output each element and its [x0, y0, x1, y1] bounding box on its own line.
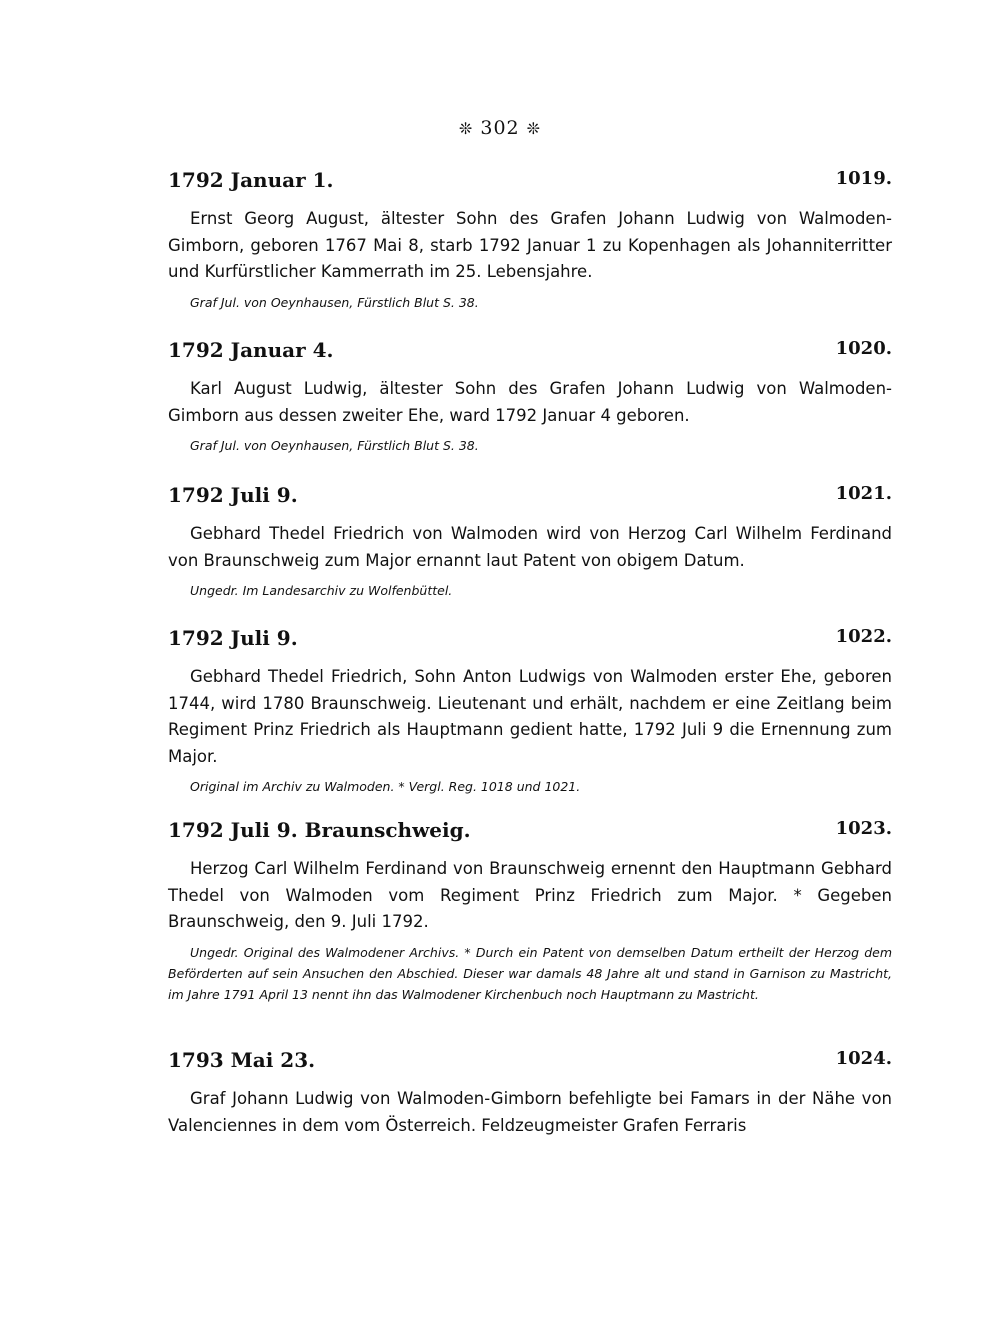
page-header — [0, 117, 1000, 139]
entry-heading — [168, 818, 892, 848]
page-number: 302 — [480, 117, 520, 139]
ornament-right-icon: ❊ — [526, 119, 542, 138]
entry-heading — [168, 338, 892, 368]
entry-number: 1023. — [835, 818, 892, 839]
regest-entry-1023 — [168, 818, 892, 1005]
entry-heading — [168, 1048, 892, 1078]
entry-number: 1022. — [835, 626, 892, 647]
entry-heading — [168, 168, 892, 198]
ornament-left-icon: ❊ — [458, 119, 474, 138]
entry-number: 1024. — [835, 1048, 892, 1069]
entry-heading — [168, 483, 892, 513]
entry-date: 1793 Mai 23. — [168, 1048, 316, 1072]
entry-date: 1792 Juli 9. — [168, 483, 298, 507]
regest-entry-1019 — [168, 168, 892, 313]
entry-date: 1792 Juli 9. — [168, 626, 298, 650]
entry-source: Ungedr. Im Landesarchiv zu Wolfenbüttel. — [190, 583, 453, 598]
entry-source: Original im Archiv zu Walmoden. * Vergl. Reg. 1018 und 1021. — [190, 779, 581, 794]
entry-heading — [168, 626, 892, 656]
entry-number: 1020. — [835, 338, 892, 359]
entry-number: 1021. — [835, 483, 892, 504]
entry-text: Gebhard Thedel Friedrich, Sohn Anton Ludwigs von Walmoden erster Ehe, geboren 1744, wird 1780 Braunschweig. Lieutenant und erhält, nachdem er eine Zeitlang beim Regiment Prinz Friedrich als Hauptmann gedient hatte, 1792 Juli 9 die Ernennung zum Major. — [168, 667, 892, 766]
entry-text: Gebhard Thedel Friedrich von Walmoden wird von Herzog Carl Wilhelm Ferdinand von Braunschweig zum Major ernannt laut Patent von obigem Datum. — [168, 524, 892, 570]
regest-entry-1021 — [168, 483, 892, 601]
entry-text: Herzog Carl Wilhelm Ferdinand von Braunschweig ernennt den Hauptmann Gebhard Thedel von Walmoden vom Regiment Prinz Friedrich zum Major. * Gegeben Braunschweig, den 9. Juli 1792. — [168, 859, 892, 931]
entry-date: 1792 Juli 9. Braunschweig. — [168, 818, 471, 842]
entry-source: Ungedr. Original des Walmodener Archivs. * Durch ein Patent von demselben Datum ertheilt der Herzog dem Beförderten auf sein Ansuchen den Abschied. Dieser war damals 48 Jahre alt und stand in Garnison zu Mastricht, im Jahre 1791 April 13 nennt ihn das Walmodener Kirchenbuch noch Hauptmann zu Mastricht. — [168, 944, 892, 1002]
entry-text: Karl August Ludwig, ältester Sohn des Grafen Johann Ludwig von Walmoden-Gimborn aus dessen zweiter Ehe, ward 1792 Januar 4 geboren. — [168, 379, 892, 425]
regest-entry-1024 — [168, 1048, 892, 1139]
entry-source: Graf Jul. von Oeynhausen, Fürstlich Blut S. 38. — [190, 438, 479, 453]
entry-number: 1019. — [835, 168, 892, 189]
entry-text: Ernst Georg August, ältester Sohn des Grafen Johann Ludwig von Walmoden-Gimborn, geboren 1767 Mai 8, starb 1792 Januar 1 zu Kopenhagen als Johanniterritter und Kurfürstlicher Kammerrath im 25. Lebensjahre. — [168, 209, 892, 281]
entry-source: Graf Jul. von Oeynhausen, Fürstlich Blut S. 38. — [190, 294, 479, 310]
entry-text: Graf Johann Ludwig von Walmoden-Gimborn befehligte bei Famars in der Nähe von Valenciennes in dem vom Österreich. Feldzeugmeister Grafen Ferraris — [168, 1089, 892, 1135]
regest-entry-1022 — [168, 626, 892, 797]
regest-entry-1020 — [168, 338, 892, 456]
entry-date: 1792 Januar 4. — [168, 338, 334, 362]
entry-date: 1792 Januar 1. — [168, 168, 334, 192]
